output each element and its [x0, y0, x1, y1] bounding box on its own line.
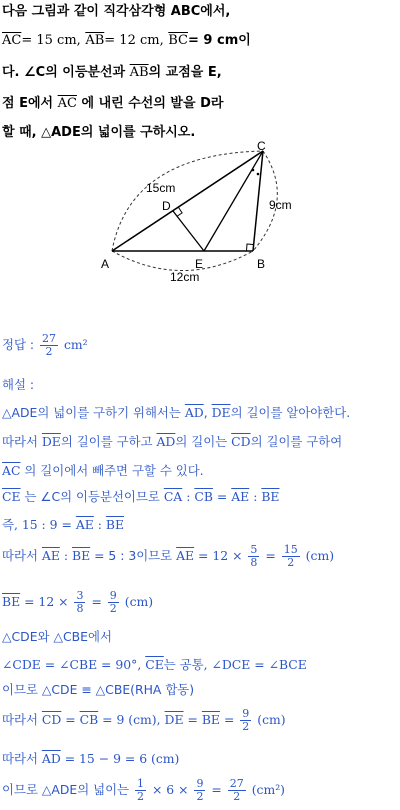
s11-f: (cm): [257, 712, 286, 727]
solution-line-9: [2, 655, 307, 673]
q3-text-a: 다. ∠C의 이등분선과: [2, 65, 126, 80]
s13-frac-1: [135, 778, 146, 803]
s6-ae: $\overline{AE}$: [41, 548, 60, 563]
s6-be: $\overline{BE}$: [71, 548, 91, 563]
length-bc: 9cm: [269, 198, 292, 212]
answer-den: 2: [45, 345, 53, 358]
s6-d: = 12 ×: [198, 548, 243, 563]
s13-b: × 6 ×: [151, 782, 189, 797]
solution-title: 해설 :: [2, 377, 35, 392]
solution-line-1: [2, 403, 350, 421]
arc-ab: [112, 251, 253, 271]
s6-frac-1: [248, 544, 259, 569]
s6-e: =: [265, 548, 276, 563]
s4-ca: $\overline{CA}$: [163, 489, 183, 504]
s11-frac: [240, 708, 251, 733]
s2-a: 따라서: [2, 434, 38, 449]
solution-line-7: [2, 590, 153, 615]
solution-line-10: 이므로 △CDE ≡ △CBE(RHA 합동): [2, 682, 195, 697]
s6-b: :: [63, 548, 69, 563]
s4-ce: $\overline{CE}$: [2, 489, 21, 504]
s7-n1: 3: [76, 589, 84, 602]
label-a: A: [101, 257, 110, 271]
s9-b: 는 공통, ∠DCE = ∠BCE: [163, 657, 307, 672]
s6-d2: 2: [287, 556, 295, 569]
s6-frac-2: [282, 544, 300, 569]
q4-text-b: 에 내린 수선의 발을 D라: [81, 96, 224, 111]
s1-a: △ADE의 넓이를 구하기 위해서는: [2, 405, 181, 420]
s7-n2: 9: [109, 589, 117, 602]
s13-d2: 2: [196, 790, 204, 803]
s4-be: $\overline{BE}$: [261, 489, 280, 504]
s11-d: =: [187, 712, 198, 727]
right-angle-d: [177, 207, 182, 216]
s6-c: = 5 : 3이므로: [94, 548, 173, 563]
solution-line-8: △CDE와 △CBE에서: [2, 629, 112, 644]
label-e: E: [195, 257, 204, 271]
value-bc: = 9 cm이: [188, 33, 251, 48]
s12-a: 따라서: [2, 751, 38, 766]
s13-d3: 2: [233, 790, 241, 803]
s3-ac: $\overline{AC}$: [2, 463, 21, 478]
s11-cb: $\overline{CB}$: [79, 712, 99, 727]
s13-n1: 1: [137, 777, 144, 790]
s7-frac-2: [108, 590, 119, 615]
s1-c: 의 길이를 알아야한다.: [230, 405, 351, 420]
segment-ab: $\overline{AB}$: [85, 33, 105, 48]
s11-n: 9: [242, 707, 250, 720]
s11-e: =: [223, 712, 235, 727]
solution-line-13: [2, 778, 285, 803]
s7-c: (cm): [124, 594, 154, 609]
solution-line-12: [2, 749, 179, 767]
s2-cd: $\overline{CD}$: [231, 434, 251, 449]
s5-a: 즉, 15 : 9 =: [2, 517, 72, 532]
s7-a: = 12 ×: [24, 594, 69, 609]
solution-line-11: [2, 708, 286, 733]
angle-mark-2: [257, 173, 260, 176]
solution-line-5: [2, 515, 124, 533]
solution-line-3: [2, 461, 204, 479]
answer-fraction: [40, 333, 58, 358]
s13-n2: 9: [196, 777, 204, 790]
s1-de: $\overline{DE}$: [211, 405, 231, 420]
question-line-2: [2, 29, 251, 48]
s1-ad: $\overline{AD}$: [184, 405, 204, 420]
question-line-1: 다음 그림과 같이 직각삼각형 ABC에서,: [2, 4, 231, 19]
s4-colon-1: :: [186, 489, 191, 504]
answer-num: 27: [42, 332, 57, 345]
s12-ad: $\overline{AD}$: [41, 751, 61, 766]
s5-be: $\overline{BE}$: [105, 517, 125, 532]
s4-a: 는 ∠C의 이등분선이므로: [24, 489, 160, 504]
length-ac: 15cm: [146, 181, 176, 195]
value-ab: = 12 cm,: [104, 33, 164, 48]
perpendicular-de: [173, 211, 204, 251]
s13-n3: 27: [229, 777, 244, 790]
answer-line: [2, 333, 88, 358]
segment-bc: $\overline{BC}$: [168, 33, 189, 48]
label-d: D: [162, 199, 171, 213]
segment-ac: $\overline{AC}$: [2, 33, 22, 48]
s2-ad: $\overline{AD}$: [156, 434, 176, 449]
question-line-5: 할 때, △ADE의 넓이를 구하시오.: [2, 125, 196, 140]
label-b: B: [257, 257, 266, 271]
q4-text-a: 점 E에서: [2, 96, 54, 111]
triangle-figure: [100, 140, 300, 290]
side-ac: [112, 151, 263, 251]
s4-eq: =: [216, 489, 228, 504]
answer-label: 정답 :: [2, 337, 35, 352]
solution-line-4: [2, 487, 279, 505]
s5-ae: $\overline{AE}$: [75, 517, 94, 532]
s6-a: 따라서: [2, 548, 38, 563]
segment-ab-2: $\overline{AB}$: [129, 65, 149, 80]
s11-c: = 9 (cm),: [102, 712, 161, 727]
s2-b: 의 길이를 구하고: [60, 434, 153, 449]
s2-c: 의 길이는: [175, 434, 228, 449]
s11-a: 따라서: [2, 712, 38, 727]
question-line-3: [2, 61, 222, 80]
s7-b: =: [91, 594, 102, 609]
s13-a: 이므로 △ADE의 넓이는: [2, 782, 130, 797]
s4-colon-2: :: [253, 489, 258, 504]
value-ac: = 15 cm,: [21, 33, 81, 48]
question-line-4: [2, 92, 223, 111]
s11-b: =: [65, 712, 76, 727]
s6-n2: 15: [283, 543, 298, 556]
s13-frac-3: [228, 778, 246, 803]
s11-dd: 2: [242, 720, 250, 733]
answer-unit: cm²: [63, 337, 88, 352]
s9-a: ∠CDE = ∠CBE = 90°,: [2, 657, 142, 672]
s4-ae: $\overline{AE}$: [231, 489, 250, 504]
s6-f: (cm): [305, 548, 335, 563]
segment-ac-2: $\overline{AC}$: [57, 96, 77, 111]
s2-d: 의 길이를 구하여: [250, 434, 343, 449]
s1-b: ,: [203, 405, 208, 420]
s4-cb: $\overline{CB}$: [194, 489, 213, 504]
s3-a: 의 길이에서 빼주면 구할 수 있다.: [24, 463, 204, 478]
s6-ae2: $\overline{AE}$: [176, 548, 195, 563]
s7-d2: 2: [109, 602, 117, 615]
s6-n1: 5: [250, 543, 258, 556]
s7-frac-1: [74, 590, 85, 615]
s7-be: $\overline{BE}$: [2, 594, 21, 609]
s13-d1: 2: [137, 790, 144, 803]
s2-de: $\overline{DE}$: [41, 434, 61, 449]
q3-text-b: 의 교점을 E,: [148, 65, 222, 80]
s13-frac-2: [194, 778, 205, 803]
solution-line-6: [2, 544, 334, 569]
s5-b: :: [97, 517, 102, 532]
s11-de: $\overline{DE}$: [164, 712, 184, 727]
s6-d1: 8: [250, 556, 258, 569]
s11-cd: $\overline{CD}$: [41, 712, 62, 727]
s11-be: $\overline{BE}$: [201, 712, 220, 727]
angle-mark-1: [252, 169, 255, 172]
s9-ce: $\overline{CE}$: [145, 657, 164, 672]
s12-b: = 15 − 9 = 6 (cm): [64, 751, 180, 766]
length-ab: 12cm: [170, 270, 200, 284]
solution-line-2: [2, 432, 342, 450]
s13-c: =: [211, 782, 222, 797]
s7-d1: 8: [76, 602, 84, 615]
s13-unit: (cm²): [251, 782, 286, 797]
label-c: C: [257, 140, 266, 153]
